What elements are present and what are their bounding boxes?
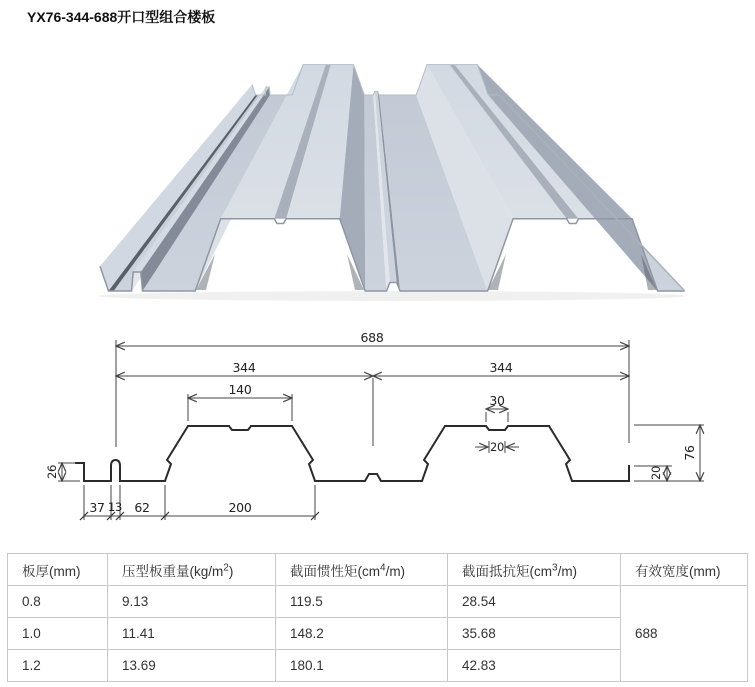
deck-surfaces	[100, 65, 685, 291]
deck-3d-render	[0, 0, 755, 325]
dim-edge-lip-left: 26	[45, 464, 59, 480]
dim-span-right: 344	[489, 360, 513, 375]
dim-62: 62	[134, 500, 150, 515]
cell-effective-width: 688	[621, 586, 748, 682]
dim-flange-width: 140	[228, 382, 252, 397]
dim-span-left: 344	[232, 360, 256, 375]
cell-modulus: 35.68	[448, 618, 621, 650]
cell-modulus: 42.83	[448, 650, 621, 682]
col-header-effective-width: 有效宽度(mm)	[621, 554, 748, 586]
spec-table	[7, 553, 748, 682]
cell-thickness: 1.0	[8, 618, 108, 650]
dim-total: 688	[360, 330, 384, 345]
cell-weight: 9.13	[108, 586, 276, 618]
deck-ground-shadow	[97, 291, 687, 301]
col-header-thickness: 板厚(mm)	[8, 554, 108, 586]
dim-height: 76	[682, 445, 697, 461]
col-header-inertia: 截面惯性矩$(cm^4/m)$	[276, 554, 448, 586]
section-drawing	[0, 325, 755, 560]
dim-edge-lip-right: 20	[649, 465, 663, 481]
col-header-weight: 压型板重量$(kg/m^2)$	[108, 554, 276, 586]
dim-rib-base: 200	[228, 500, 252, 515]
cell-modulus: 28.54	[448, 586, 621, 618]
extension-lines	[58, 340, 704, 520]
profile-outline	[76, 426, 629, 481]
cell-thickness: 1.2	[8, 650, 108, 682]
dim-groove-inner: 20	[489, 440, 505, 454]
page-title: YX76-344-688开口型组合楼板	[27, 9, 216, 25]
dimension-lines	[62, 346, 700, 516]
dim-groove-outer: 30	[489, 393, 505, 408]
cell-inertia: 180.1	[276, 650, 448, 682]
dim-13: 13	[107, 500, 123, 514]
cell-inertia: 119.5	[276, 586, 448, 618]
header-row	[8, 554, 748, 586]
col-header-modulus: 截面抵抗矩$(cm^3/m)$	[448, 554, 621, 586]
cell-weight: 11.41	[108, 618, 276, 650]
cell-weight: 13.69	[108, 650, 276, 682]
cell-thickness: 0.8	[8, 586, 108, 618]
dim-37: 37	[89, 500, 105, 515]
cell-inertia: 148.2	[276, 618, 448, 650]
table-row	[8, 586, 748, 618]
